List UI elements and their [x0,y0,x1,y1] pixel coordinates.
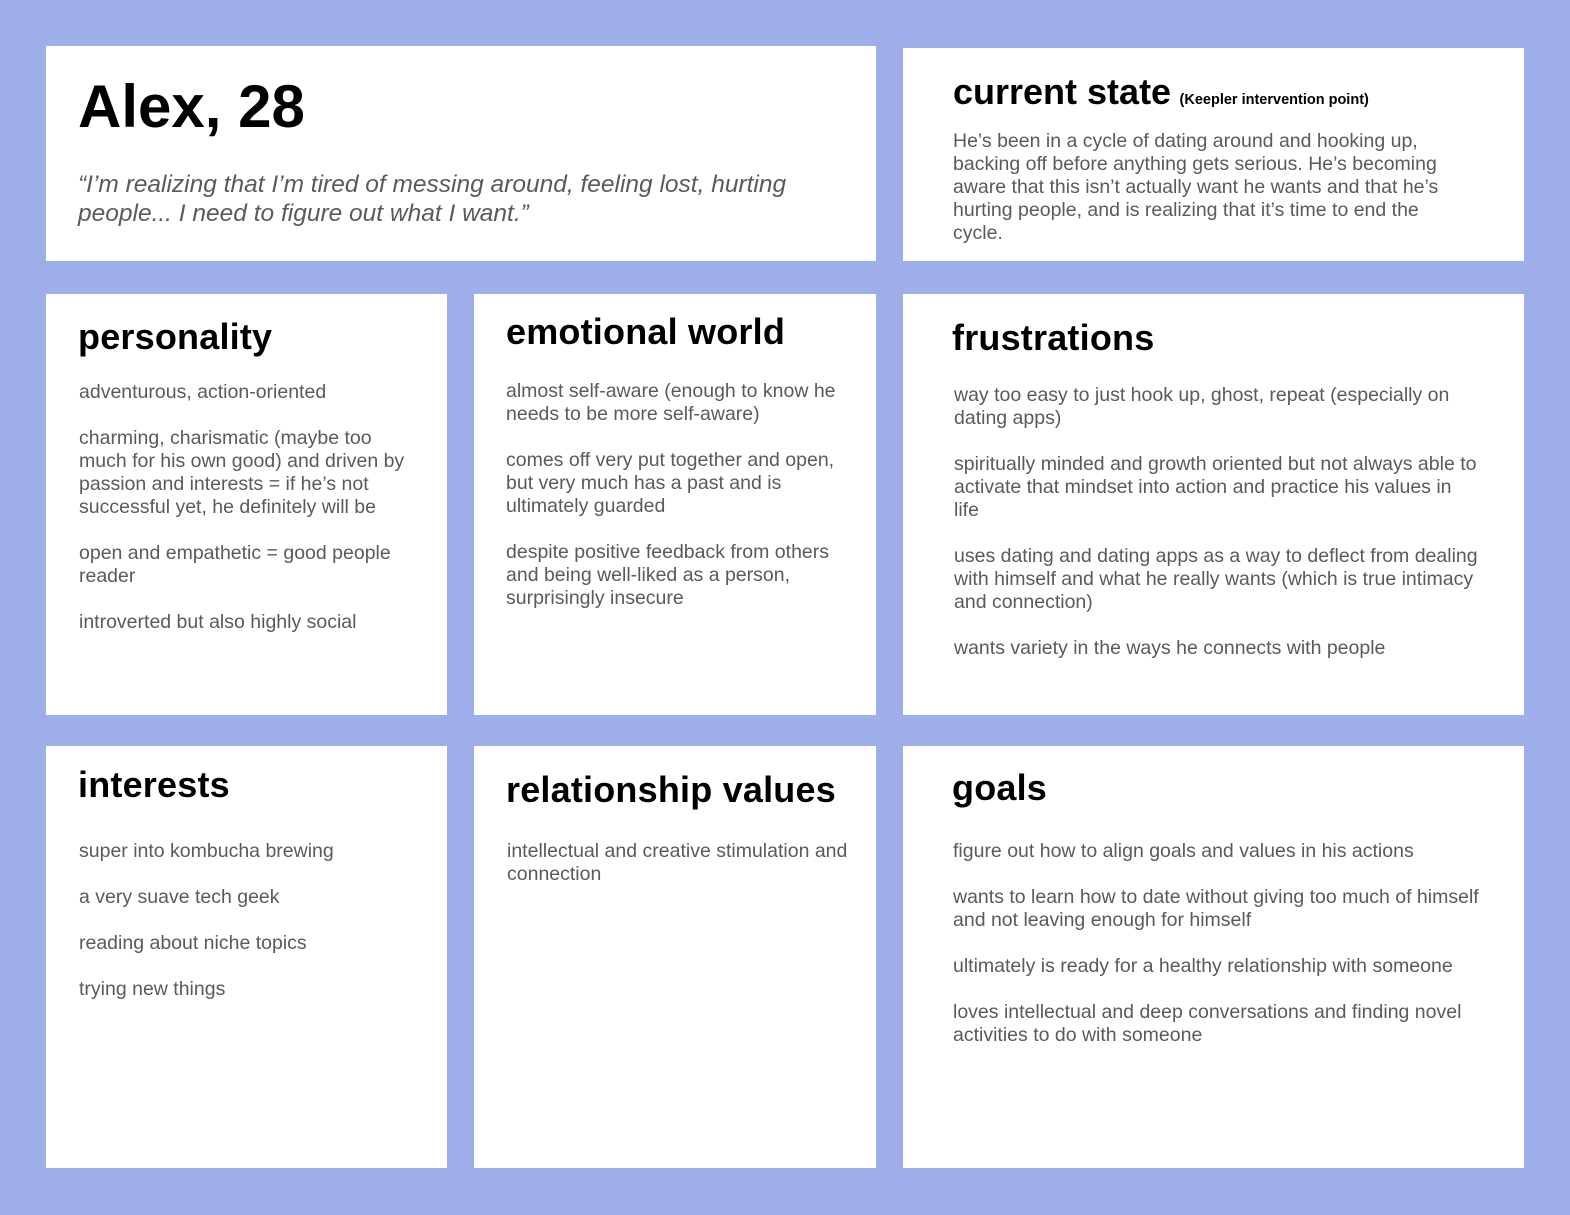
list-item: almost self-aware (enough to know he needs to be more self-aware) [506,380,836,425]
persona-name: Alex, 28 [78,73,305,140]
goals-card [903,746,1524,1168]
frustrations-title: frustrations [952,317,1155,358]
interests-card [46,746,447,1168]
relationship-values-card [474,746,876,1168]
current-state-title: current state [953,71,1172,112]
emotional-world-list [506,380,851,633]
profile-card [46,46,876,261]
list-item: uses dating and dating apps as a way to deflect from dealing with himself and what he really wants (which is true intimacy and connection) [954,545,1478,613]
list-item: despite positive feedback from others and being well-liked as a person, surprisingly insecure [506,541,830,609]
frustrations-list [954,384,1479,683]
personality-list [79,381,424,657]
persona-quote: “I’m realizing that I’m tired of messing around, feeling lost, hurting people... I need to figure out what I want.” [78,171,787,227]
list-item: wants variety in the ways he connects with people [954,637,1386,659]
list-item: charming, charismatic (maybe too much for his own good) and driven by passion and interests = if he’s not successful yet, he definitely will be [79,427,405,518]
emotional-world-card [474,294,876,715]
list-item: ultimately is ready for a healthy relationship with someone [953,955,1453,977]
list-item: intellectual and creative stimulation and connection [507,840,848,885]
list-item: open and empathetic = good people reader [79,542,391,587]
current-state-subtitle: (Keepler intervention point) [1179,92,1369,108]
current-state-text: He’s been in a cycle of dating around and hooking up, backing off before anything gets serious. He’s becoming aware that this isn’t actually want he wants and that he’s hurting people, and is realizing that it’s time to end the cycle. [953,130,1439,244]
goals-title: goals [952,767,1048,808]
list-item: trying new things [79,978,226,1000]
list-item: figure out how to align goals and values in his actions [953,840,1414,862]
relationship-values-title: relationship values [506,769,836,810]
list-item: way too easy to just hook up, ghost, repeat (especially on dating apps) [954,384,1450,429]
list-item: loves intellectual and deep conversations and finding novel activities to do with someone [953,1001,1462,1046]
interests-list [79,840,424,1024]
personality-title: personality [78,316,273,357]
list-item: spiritually minded and growth oriented but not always able to activate that mindset into action and practice his values in life [954,453,1477,521]
list-item: super into kombucha brewing [79,840,334,862]
frustrations-card [903,294,1524,715]
current-state-card [903,48,1524,261]
emotional-world-title: emotional world [506,311,786,352]
relationship-values-list [507,840,852,909]
current-state-heading [953,72,1369,112]
goals-list [953,840,1483,1070]
list-item: adventurous, action-oriented [79,381,327,403]
list-item: comes off very put together and open, but very much has a past and is ultimately guarded [506,449,835,517]
interests-title: interests [78,764,230,805]
list-item: introverted but also highly social [79,611,357,633]
list-item: wants to learn how to date without giving too much of himself and not leaving enough for himself [953,886,1479,931]
list-item: reading about niche topics [79,932,307,954]
personality-card [46,294,447,715]
list-item: a very suave tech geek [79,886,280,908]
